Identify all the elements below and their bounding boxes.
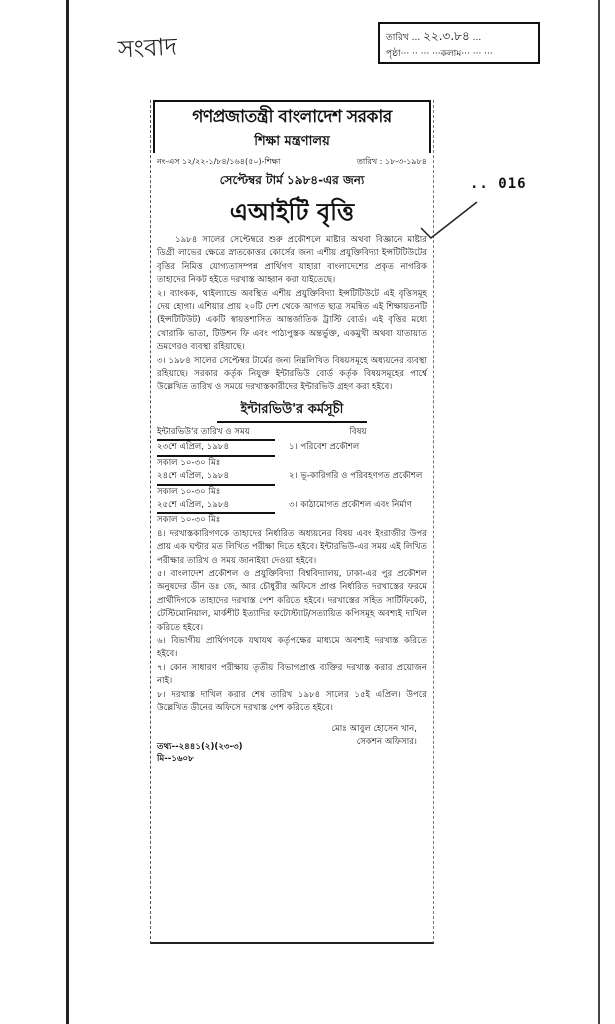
newspaper-clipping: [150, 100, 434, 944]
scan-left-edge: [66, 0, 69, 1024]
schedule-head-right: বিষয়: [349, 426, 367, 437]
schedule-date: ২৫শে এপ্রিল, ১৯৮৪: [157, 499, 275, 514]
checkmark-icon: [419, 200, 479, 240]
schedule-title: ইন্টারভিউ'র কর্মসূচী: [217, 400, 367, 423]
schedule-date: ২৪শে এপ্রিল, ১৯৮৪: [157, 470, 275, 485]
session-heading: সেপ্টেম্বর টার্ম ১৯৮৪-এর জন্য: [219, 173, 365, 187]
schedule-time: সকাল ১০-৩০ মিঃ: [157, 515, 221, 526]
signatory-title: সেকশন অফিসার।: [356, 737, 417, 748]
schedule-row: [157, 499, 427, 528]
schedule-row: [157, 470, 427, 499]
ad-code: তথ্য--২৪৪১(২)(২৩-৩): [157, 742, 243, 753]
schedule-subject: ১। পরিবেশ প্রকৌশল: [289, 442, 360, 453]
clipping-stamp: তারিখ ... ২২.৩.৮৪ ... পৃষ্ঠা··· ·· ··· ···কলাম··· ··· ···: [378, 22, 540, 64]
schedule-time: সকাল ১০-৩০ মিঃ: [157, 457, 221, 468]
government-heading: গণপ্রজাতন্ত্রী বাংলাদেশ সরকার: [192, 107, 392, 127]
paragraph-7: ৭। কোন সাধারণ পরীক্ষায় তৃতীয় বিভাগপ্রাপ্ত ব্যক্তির দরখাস্ত করার প্রয়োজন নাই।: [157, 662, 427, 687]
memo-line: [157, 156, 427, 169]
schedule-subject: ২। ভূ-কারিগরি ও পরিবহণগত প্রকৌশল: [289, 471, 423, 482]
paragraph-3: ৩। ১৯৮৪ সালের সেপ্টেম্বর টার্মের জন্য নিম্নলিখিত বিষয়সমূহে অধ্যয়নের ব্যবস্থা রহিয়াছে। সরকার কর্তৃক নিযুক্ত ইন্টারভিউ বোর্ড কর্তৃক বিষয়সমূহের পার্শ্বে উল্লেখিত তারিখ ও সময়ে দরখাস্তকারীদের ইন্টারভিউ গ্রহণ করা হইবে।: [157, 355, 427, 393]
handwritten-source-note: সংবাদ: [117, 32, 178, 64]
paragraph-4: ৪। দরখাস্তকারিগণকে তাহাদের নির্ধারিত অধ্যয়নের বিষয় এবং ইংরাজীর উপর প্রায় এক ঘণ্টার মত লিখিত পরীক্ষা দিতে হইবে। ইন্টারভিউ-এর সময় এই লিখিত পরীক্ষার তারিখ ও সময় জানাইয়া দেওয়া হইবে।: [157, 528, 427, 566]
schedule-time: সকাল ১০-৩০ মিঃ: [157, 486, 221, 497]
paragraph-8: ৮। দরখাস্ত দাখিল করার শেষ তারিখ ১৯৮৪ সালের ১৫ই এপ্রিল। উপরে উল্লেখিত ডীনের অফিসে দরখাস্ত পেশ করিতে হইবে।: [157, 689, 427, 713]
schedule-header: [157, 426, 427, 441]
schedule-date: ২৩শে এপ্রিল, ১৯৮৪: [157, 441, 275, 456]
notice-title: এআইটি বৃত্তি: [229, 198, 355, 226]
memo-date: তারিখ : ১৮-৩-১৯৮৪: [356, 157, 427, 166]
masthead: [153, 100, 431, 153]
stamp-page-label: পৃষ্ঠা: [386, 49, 401, 59]
archive-number: .. 016: [470, 176, 527, 192]
schedule-head-left: ইন্টারভিউ'র তারিখ ও সময়: [157, 426, 275, 441]
signatory-name: মোঃ আবুল হোসেন খান,: [331, 724, 417, 735]
ministry-heading: শিক্ষা মন্ত্রণালয়: [254, 134, 330, 149]
scan-right-edge: [598, 0, 600, 1024]
paragraph-6: ৬। বিভাগীয় প্রার্থিগণকে যথাযথ কর্তৃপক্ষের মাধ্যমে অবশ্যই দরখাস্ত করিতে হইবে।: [157, 635, 427, 660]
paragraph-2: ২। ব্যাংকক, থাইল্যান্ডে অবস্থিত এশীয় প্রযুক্তিবিদ্যা ইন্সটিটিউটে এই বৃত্তিসমূহ দেয় হোগা। এশিয়ার প্রায় ২০টি দেশ থেকে আগত ছাত্র সমন্বিত এই শিক্ষায়তনটি (ইন্সটিটিউট) একটি স্বায়ত্তশাসিত আন্তর্জাতিক ট্রাস্টি বোর্ড। এই বৃত্তির মধ্যে খোরাকি ভাতা, টিউশন ফি এবং পাঠ্যপুস্তক অন্তর্ভুক্ত, একমুখী অথবা যাতায়াত ভ্রমণেরও ব্যবস্থা রহিয়াছে।: [157, 288, 427, 353]
schedule-subject: ৩। কাঠামোগত প্রকৌশল এবং নির্মাণ: [289, 499, 412, 510]
schedule-row: [157, 441, 427, 470]
stamp-column-label: কলাম: [440, 49, 462, 59]
paragraph-5: ৫। বাংলাদেশ প্রকৌশল ও প্রযুক্তিবিদ্যা বিশ্ববিদ্যালয়, ঢাকা-এর পুর প্রকৌশল অনুষদের ডীন ডঃ জে, আর চৌধুরীর অফিসে প্রাপ্ত নির্ধারিত দরখাস্তের ফরমে প্রার্থীদিগকে তাহাদের দরখাস্ত পেশ করিতে হইবে। দরখাস্তের সহিত সার্টিফিকেট, টেস্টিমোনিয়াল, মার্কশীট ইত্যাদির ফটোস্ট্যাট/সত্যায়িত কপিসমূহ অবশ্যই দাখিল করিতে হইবে।: [157, 568, 427, 633]
stamp-date-value: ২২.৩.৮৪: [423, 29, 470, 43]
paragraph-1: ১৯৮৪ সালের সেপ্টেম্বরে শুরু প্রকৌশলে মাষ্টার অথবা বিজ্ঞানে মাষ্টার ডিগ্রী লাভের ক্ষেত্রে স্নাতকোত্তর কোর্সের জন্য এশীয় প্রযুক্তিবিদ্যা ইন্সটিটিউটের বৃত্তির নিমিত্ত যোগ্যতাসম্পন্ন প্রার্থিগণ যাহারা বাংলাদেশের প্রকৃত নাগরিক তাহাদের নিকট হইতে দরখাস্ত আহ্বান করা যাইতেছে।: [157, 235, 427, 286]
ad-code-2: মি--১৬০৮: [157, 754, 194, 765]
memo-number: নং-এস ১২/২২-১/৮৪/১৬৪(৫০)-শিক্ষা: [157, 157, 281, 166]
stamp-date-label: তারিখ: [386, 33, 409, 43]
